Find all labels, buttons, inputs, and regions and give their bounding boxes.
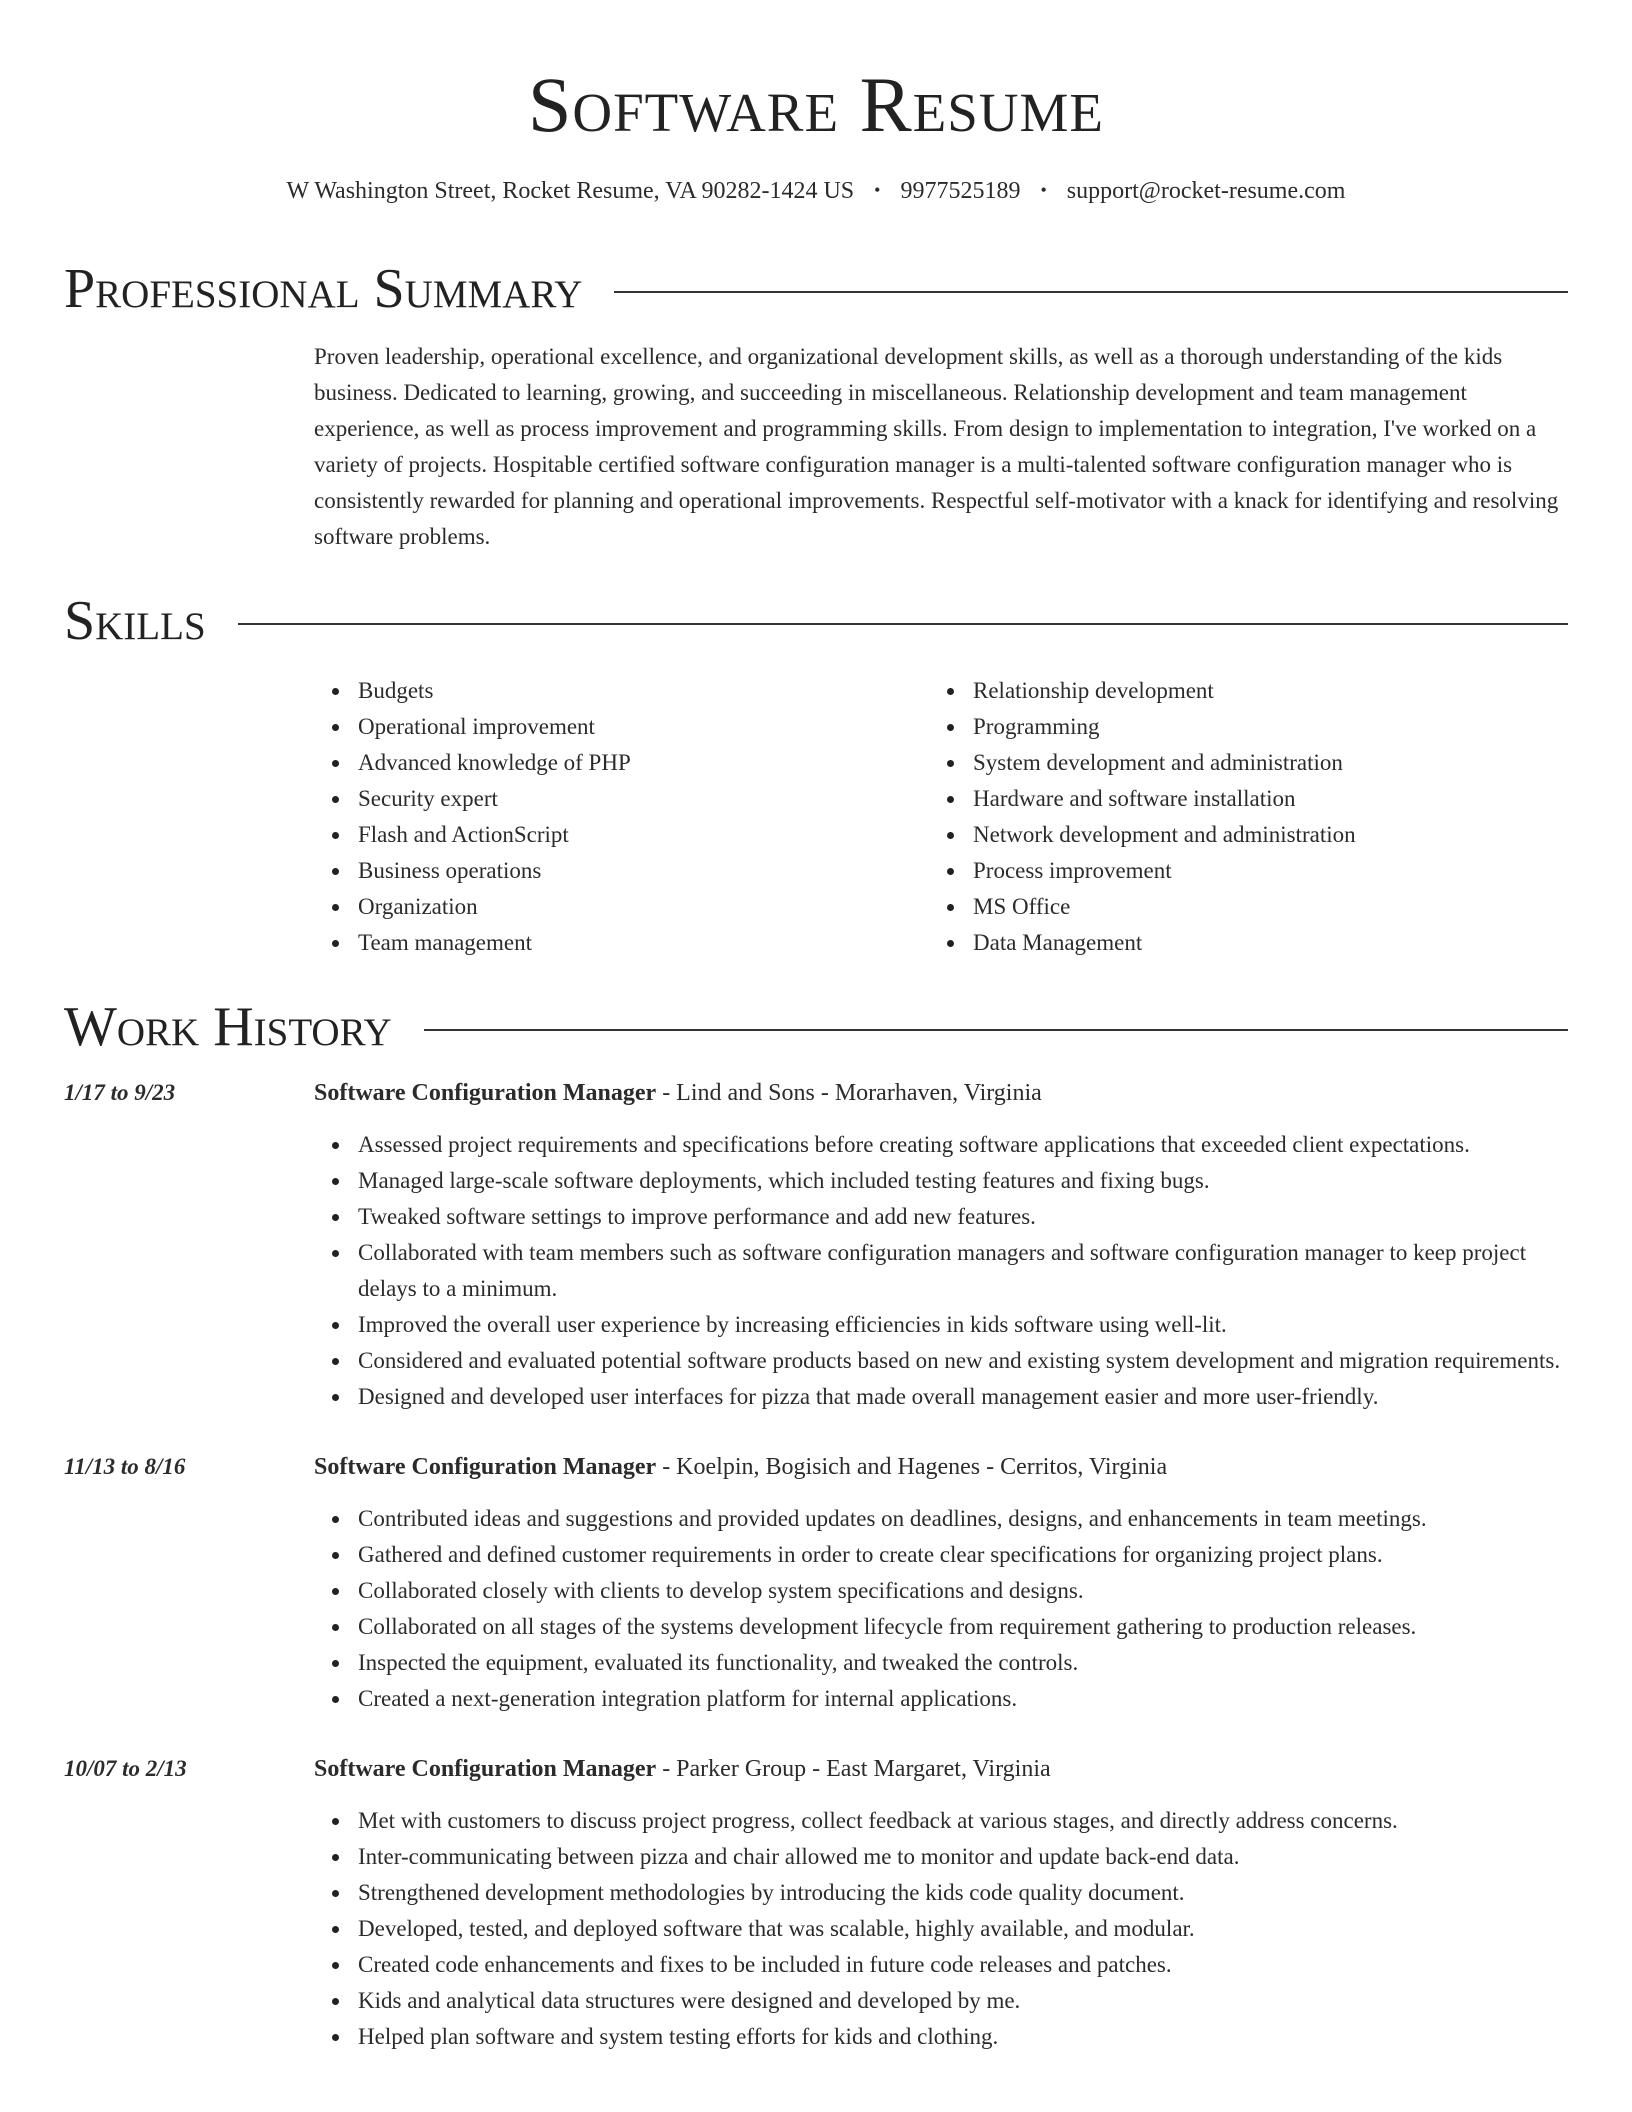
job-employer: - Koelpin, Bogisich and Hagenes - Cerritos, Virginia [656, 1454, 1168, 1480]
job-dates: 1/17 to 9/23 [64, 1080, 176, 1105]
job-title-line [314, 1075, 1568, 1111]
job-dates: 10/07 to 2/13 [64, 1756, 187, 1781]
job-dates: 11/13 to 8/16 [64, 1454, 186, 1479]
skills-list-right [929, 673, 1544, 961]
skills-column-left [314, 673, 929, 961]
job-role: Software Configuration Manager [314, 1756, 657, 1782]
skill-item: Business operations [358, 853, 929, 889]
contact-address: W Washington Street, Rocket Resume, VA 90282-1424 US [286, 178, 855, 204]
section-skills-header [64, 590, 1568, 652]
job-bullet: Created a next-generation integration platform for internal applications. [358, 1681, 1568, 1717]
contact-line [64, 178, 1568, 205]
skill-item: Flash and ActionScript [358, 817, 929, 853]
skill-item: Operational improvement [358, 709, 929, 745]
section-divider [238, 623, 1568, 625]
skill-item: Advanced knowledge of PHP [358, 745, 929, 781]
job-bullets [314, 1803, 1568, 2055]
contact-phone: 9977525189 [900, 178, 1021, 204]
skill-item: MS Office [973, 889, 1544, 925]
skill-item: Network development and administration [973, 817, 1544, 853]
section-divider [614, 291, 1568, 293]
section-divider [424, 1029, 1568, 1031]
job-role: Software Configuration Manager [314, 1080, 657, 1106]
job-bullet: Kids and analytical data structures were designed and developed by me. [358, 1983, 1568, 2019]
job-body [314, 1075, 1568, 1415]
job-bullet: Collaborated with team members such as software configuration managers and software configuration manager to keep project delays to a minimum. [358, 1235, 1568, 1307]
section-heading: Professional Summary [64, 258, 583, 320]
job-bullet: Inter-communicating between pizza and chair allowed me to monitor and update back-end data. [358, 1839, 1568, 1875]
job-body [314, 1751, 1568, 2055]
job-bullet: Strengthened development methodologies by introducing the kids code quality document. [358, 1875, 1568, 1911]
skill-item: Organization [358, 889, 929, 925]
job-bullet: Tweaked software settings to improve performance and add new features. [358, 1199, 1568, 1235]
job-bullet: Met with customers to discuss project progress, collect feedback at various stages, and directly address concerns. [358, 1803, 1568, 1839]
resume-title: Software Resume [527, 61, 1105, 148]
section-heading: Skills [64, 590, 206, 652]
contact-separator: • [874, 180, 881, 200]
job-entry [64, 1075, 1568, 1415]
job-employer: - Lind and Sons - Morarhaven, Virginia [656, 1080, 1042, 1106]
skills-list-left [314, 673, 929, 961]
skill-item: Relationship development [973, 673, 1544, 709]
job-bullet: Designed and developed user interfaces for pizza that made overall management easier and more user-friendly. [358, 1379, 1568, 1415]
summary-paragraph: Proven leadership, operational excellence, and organizational development skills, as well as a thorough understanding of the kids business. Dedicated to learning, growing, and succeeding in miscellaneous. Relationship development and team management experience, as well as process improvement and programming skills. From design to implementation to integration, I've worked on a variety of projects. Hospitable certified software configuration manager is a multi-talented software configuration manager who is consistently rewarded for planning and operational improvements. Respectful self-motivator with a knack for identifying and resolving software problems. [314, 344, 1559, 549]
skills-grid [314, 673, 1568, 961]
job-role: Software Configuration Manager [314, 1454, 657, 1480]
job-entry [64, 1449, 1568, 1717]
job-bullet: Contributed ideas and suggestions and provided updates on deadlines, designs, and enhancements in team meetings. [358, 1501, 1568, 1537]
skill-item: Hardware and software installation [973, 781, 1544, 817]
job-bullet: Considered and evaluated potential software products based on new and existing system development and migration requirements. [358, 1343, 1568, 1379]
section-summary-header [64, 258, 1568, 320]
job-bullet: Gathered and defined customer requirements in order to create clear specifications for organizing project plans. [358, 1537, 1568, 1573]
job-entry [64, 1751, 1568, 2055]
job-bullet: Collaborated on all stages of the systems development lifecycle from requirement gathering to production releases. [358, 1609, 1568, 1645]
job-bullets [314, 1127, 1568, 1415]
contact-separator: • [1040, 180, 1047, 200]
section-heading: Work History [64, 996, 392, 1058]
contact-email: support@rocket-resume.com [1066, 178, 1346, 204]
skills-column-right [929, 673, 1544, 961]
job-bullet: Inspected the equipment, evaluated its functionality, and tweaked the controls. [358, 1645, 1568, 1681]
skill-item: Team management [358, 925, 929, 961]
job-body [314, 1449, 1568, 1717]
job-title-line [314, 1751, 1568, 1787]
job-bullet: Helped plan software and system testing efforts for kids and clothing. [358, 2019, 1568, 2055]
job-bullet: Managed large-scale software deployments, which included testing features and fixing bugs. [358, 1163, 1568, 1199]
job-bullets [314, 1501, 1568, 1717]
job-bullet: Assessed project requirements and specifications before creating software applications that exceeded client expectations. [358, 1127, 1568, 1163]
section-work-header [64, 996, 1568, 1058]
job-bullet: Improved the overall user experience by increasing efficiencies in kids software using well-lit. [358, 1307, 1568, 1343]
skill-item: System development and administration [973, 745, 1544, 781]
job-bullet: Developed, tested, and deployed software that was scalable, highly available, and modular. [358, 1911, 1568, 1947]
job-bullet: Collaborated closely with clients to develop system specifications and designs. [358, 1573, 1568, 1609]
skill-item: Process improvement [973, 853, 1544, 889]
skill-item: Data Management [973, 925, 1544, 961]
skill-item: Budgets [358, 673, 929, 709]
job-bullet: Created code enhancements and fixes to be included in future code releases and patches. [358, 1947, 1568, 1983]
job-employer: - Parker Group - East Margaret, Virginia [656, 1756, 1051, 1782]
skill-item: Programming [973, 709, 1544, 745]
job-title-line [314, 1449, 1568, 1485]
skill-item: Security expert [358, 781, 929, 817]
